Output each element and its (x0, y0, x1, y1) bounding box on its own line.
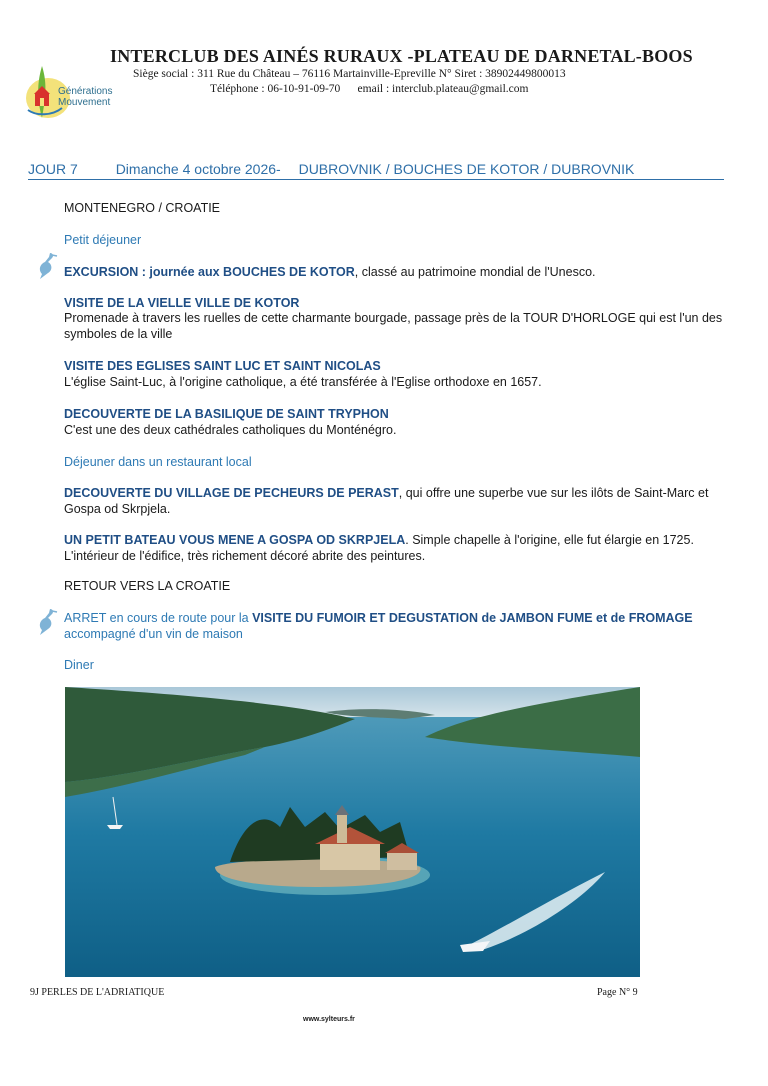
perast-title: DECOUVERTE DU VILLAGE DE PECHEURS DE PERAST (64, 486, 399, 500)
breakfast: Petit déjeuner (64, 233, 142, 247)
kotor-text: Promenade à travers les ruelles de cette charmante bourgade, passage près de la TOUR D'HORLOGE qui est l'un des symboles de la ville (64, 311, 723, 341)
organization-address: Siège social : 311 Rue du Château – 76116 Martainville-Epreville N° Siret : 38902449800013 (133, 68, 566, 80)
footer-url: www.sylteurs.fr (303, 1016, 355, 1023)
day-label: JOUR 7 (28, 161, 78, 177)
excursion-title: EXCURSION : journée aux BOUCHES DE KOTOR (64, 265, 355, 279)
day-route: DUBROVNIK / BOUCHES DE KOTOR / DUBROVNIK (298, 161, 635, 177)
return-line: RETOUR VERS LA CROATIE (64, 579, 231, 593)
boat-text: . Simple chapelle à l'origine, elle fut élargie en 1725. L'intérieur de l'édifice, très richement décoré abrite des peintures. (64, 533, 694, 563)
countries: MONTENEGRO / CROATIE (64, 201, 221, 215)
logo-text-mouvement: Mouvement (58, 97, 111, 108)
day-date: Dimanche 4 octobre 2026- (115, 161, 281, 177)
perast-text: , qui offre une superbe vue sur les ilôts de Saint-Marc et Gospa od Skrpjela. (64, 486, 709, 516)
basilica-title: DECOUVERTE DE LA BASILIQUE DE SAINT TRYPHON (64, 407, 389, 421)
stop-pre: ARRET en cours de route pour la (64, 611, 253, 625)
churches-title: VISITE DES EGLISES SAINT LUC ET SAINT NICOLAS (64, 359, 381, 373)
logo-text-generations: Générations (58, 86, 113, 97)
lunch: Déjeuner dans un restaurant local (64, 455, 252, 469)
boat-title: UN PETIT BATEAU VOUS MENE A GOSPA OD SKRPJELA (64, 533, 406, 547)
day-heading (28, 161, 648, 177)
perast-paragraph (64, 485, 734, 517)
generations-mouvement-logo (18, 60, 123, 122)
stop-post: accompagné d'un vin de maison (64, 627, 243, 641)
organization-contact: Téléphone : 06-10-91-09-70 email : interclub.plateau@gmail.com (210, 83, 529, 95)
excursion-text: , classé au patrimoine mondial de l'Unesco. (354, 265, 596, 279)
basilica-text: C'est une des deux cathédrales catholiques du Monténégro. (64, 423, 397, 437)
heron-icon (36, 250, 58, 280)
organization-title: INTERCLUB DES AINÉS RURAUX -PLATEAU DE DARNETAL-BOOS (110, 46, 693, 66)
churches-text: L'église Saint-Luc, à l'origine catholique, a été transférée à l'Eglise orthodoxe en 1657. (64, 375, 542, 389)
stop-paragraph (64, 610, 734, 642)
kotor-title: VISITE DE LA VIELLE VILLE DE KOTOR (64, 296, 300, 310)
page-number: Page N° 9 (597, 987, 638, 998)
stop-title: VISITE DU FUMOIR ET DEGUSTATION de JAMBON FUME et de FROMAGE (252, 611, 693, 625)
bay-of-kotor-photo (65, 687, 640, 977)
footer-trip-name: 9J PERLES DE L'ADRIATIQUE (30, 987, 165, 998)
excursion-paragraph (64, 264, 734, 280)
boat-paragraph (64, 532, 734, 564)
dinner: Diner (64, 658, 94, 672)
heron-icon (36, 606, 58, 636)
day-divider (28, 179, 724, 180)
